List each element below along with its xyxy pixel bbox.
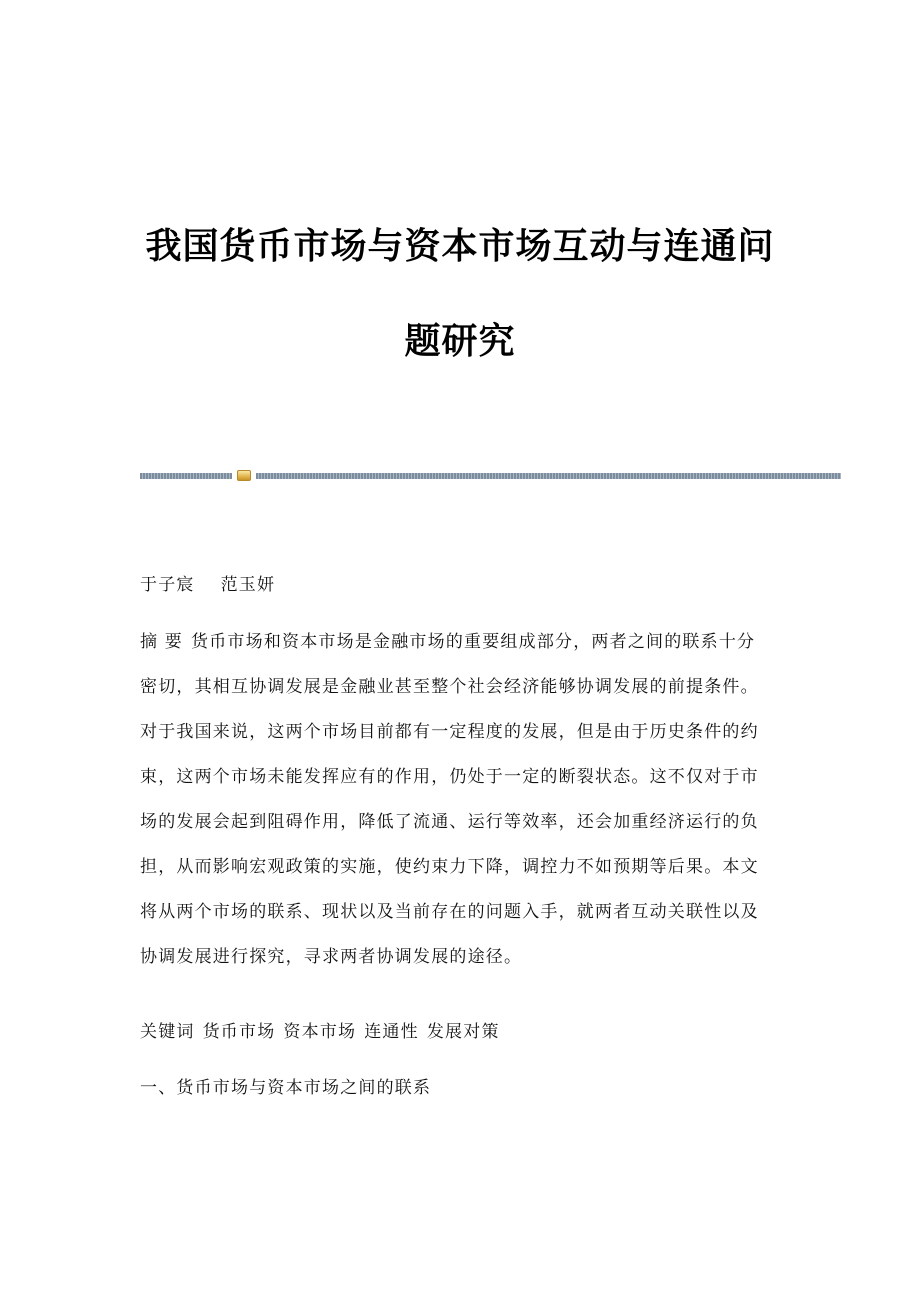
section-heading: 一、货币市场与资本市场之间的联系 xyxy=(140,1078,432,1098)
author-name: 于子宸 xyxy=(140,575,195,595)
author-name: 范玉妍 xyxy=(220,575,276,595)
divider-ornament-icon xyxy=(237,470,251,481)
author-list xyxy=(140,570,275,595)
abstract-line: 密切，其相互协调发展是金融业甚至整个社会经济能够协调发展的前提条件。 xyxy=(140,677,759,697)
keyword: 连通性 xyxy=(364,1022,419,1042)
abstract-line: 场的发展会起到阻碍作用，降低了流通、运行等效率，还会加重经济运行的负 xyxy=(140,812,759,832)
abstract-line: 协调发展进行探究，寻求两者协调发展的途径。 xyxy=(140,947,523,967)
abstract-line xyxy=(140,627,755,652)
decorative-divider xyxy=(140,470,841,480)
keyword: 资本市场 xyxy=(283,1022,357,1042)
keyword: 发展对策 xyxy=(426,1022,500,1042)
document-title-line-2: 题研究 xyxy=(404,320,516,362)
abstract-label: 摘 要 xyxy=(140,632,184,652)
divider-bar-right xyxy=(256,473,841,479)
abstract-line: 对于我国来说，这两个市场目前都有一定程度的发展，但是由于历史条件的约 xyxy=(140,722,759,742)
abstract-line: 担，从而影响宏观政策的实施，使约束力下降，调控力不如预期等后果。本文 xyxy=(140,857,759,877)
divider-bar-left xyxy=(140,473,232,479)
keywords-line xyxy=(140,1017,500,1042)
abstract-line: 束，这两个市场未能发挥应有的作用，仍处于一定的断裂状态。这不仅对于市 xyxy=(140,767,759,787)
document-title-line-1: 我国货币市场与资本市场互动与连通问 xyxy=(145,225,775,267)
abstract-text: 货币市场和资本市场是金融市场的重要组成部分，两者之间的联系十分 xyxy=(191,632,756,652)
keywords-label: 关键词 xyxy=(140,1022,195,1042)
keyword: 货币市场 xyxy=(202,1022,276,1042)
abstract-line: 将从两个市场的联系、现状以及当前存在的问题入手，就两者互动关联性以及 xyxy=(140,902,759,922)
